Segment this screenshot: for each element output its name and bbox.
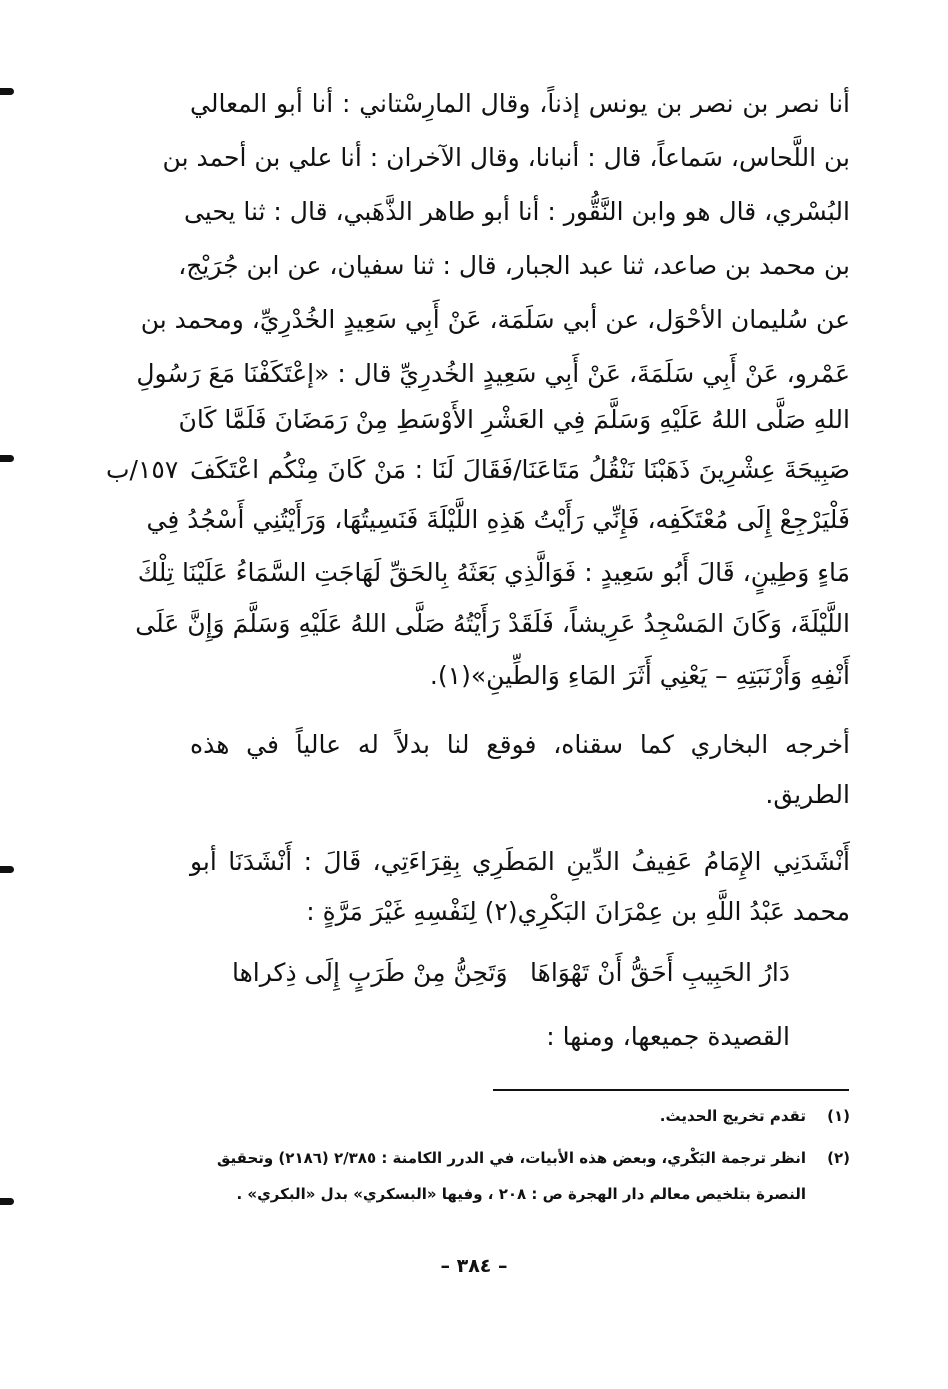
binding-mark <box>0 455 14 462</box>
body-line: الطريق. <box>765 780 850 809</box>
body-line: فَلْيَرْجِعْ إِلَى مُعْتَكَفِه، فَإِنِّي رَأَيْتُ هَذِهِ اللَّيْلَةَ فَنَسِيتُهَا، وَرَأَيْتُنِي أَسْجُدُ فِي <box>146 505 850 534</box>
body-line: اللهِ صَلَّى اللهُ عَلَيْهِ وَسَلَّمَ فِي العَشْرِ الأَوْسَطِ مِنْ رَمَضَانَ فَلَمَّا كَانَ <box>178 405 850 434</box>
body-line: البُسْري، قال هو وابن النَّقُّور : أنا أبو طاهر الذَّهَبي، قال : ثنا يحيى <box>183 197 850 226</box>
body-line: عن سُليمان الأحْوَل، عن أبي سَلَمَة، عَنْ أَبِي سَعِيدٍ الخُدْرِيِّ، ومحمد بن <box>140 305 850 334</box>
verse-hemistich-second: وَتَحِنُّ مِنْ طَرَبٍ إِلَى ذِكراها <box>232 958 508 987</box>
page-number: – ٣٨٤ – <box>440 1255 508 1277</box>
body-line: اللَّيْلَةَ، وَكَانَ المَسْجِدُ عَرِيشاً، فَلَقَدْ رَأَيْتُهُ صَلَّى اللهُ عَلَيْهِ وَسَلَّمَ وَإِنَّ عَلَى <box>135 609 850 638</box>
verse-hemistich-first: دَارُ الحَبِيبِ أَحَقُّ أَنْ تَهْوَاهَا <box>530 958 790 987</box>
margin-folio-note: ١٥٧/ب <box>106 455 179 484</box>
body-line: أَنْشَدَنِي الإِمَامُ عَفِيفُ الدِّينِ المَطَرِي بِقِرَاءَتِي، قَالَ : أَنْشَدَنَا أبو <box>190 847 850 876</box>
body-line: بن اللَّحاس، سَماعاً، قال : أنبانا، وقال الآخران : أنا علي بن أحمد بن <box>162 143 850 172</box>
body-line: عَمْرو، عَنْ أَبِي سَلَمَةَ، عَنْ أَبِي سَعِيدٍ الخُدرِيِّ قال : «إعْتَكَفْنَا مَعَ رَسُولِ <box>136 359 850 388</box>
footnote-text: تقدم تخريج الحديث. <box>659 1107 806 1125</box>
footnote-number: (٢) <box>827 1149 850 1167</box>
body-line: أخرجه البخاري كما سقناه، فوقع لنا بدلاً له عالياً في هذه <box>190 730 850 759</box>
after-verse-line: القصيدة جميعها، ومنها : <box>546 1022 790 1051</box>
body-line: محمد عَبْدُ اللَّهِ بن عِمْرَانَ البَكْرِي(٢) لِنَفْسِهِ غَيْرَ مَرَّةٍ : <box>306 897 850 926</box>
body-line: أنا نصر بن نصر بن يونس إذناً، وقال المارِسْتاني : أنا أبو المعالي <box>190 89 850 118</box>
binding-mark <box>0 1198 14 1205</box>
body-line: مَاءٍ وَطِينٍ، قَالَ أَبُو سَعِيدٍ : فَوَالَّذِي بَعَثَهُ بِالحَقِّ لَهَاجَتِ السَّمَاءُ عَلَيْنَا تِلْكَ <box>137 558 850 587</box>
binding-mark <box>0 88 14 95</box>
footnote-text: انظر ترجمة البَكْري، وبعض هذه الأبيات، في الدرر الكامنة : ٢/٣٨٥ (٢١٨٦) وتحقيق <box>217 1149 806 1167</box>
footnote-number: (١) <box>827 1107 850 1125</box>
footnote-text: النصرة بتلخيص معالم دار الهجرة ص : ٢٠٨ ، وفيها «البسكري» بدل «البكري» . <box>236 1185 806 1203</box>
body-line: صَبِيحَةَ عِشْرِينَ ذَهَبْنَا نَنْقُلُ مَتَاعَنَا/فَقَالَ لَنَا : مَنْ كَانَ مِنْكُم اعْتَكَفَ <box>190 455 850 484</box>
body-line: بن محمد بن صاعد، ثنا عبد الجبار، قال : ثنا سفيان، عن ابن جُرَيْج، <box>178 251 850 280</box>
footnote-separator <box>493 1089 849 1091</box>
body-line: أَنْفِهِ وَأَرْنَبَتِهِ – يَعْنِي أَثَرَ المَاءِ وَالطِّينِ»(١). <box>429 661 850 690</box>
binding-mark <box>0 866 14 873</box>
